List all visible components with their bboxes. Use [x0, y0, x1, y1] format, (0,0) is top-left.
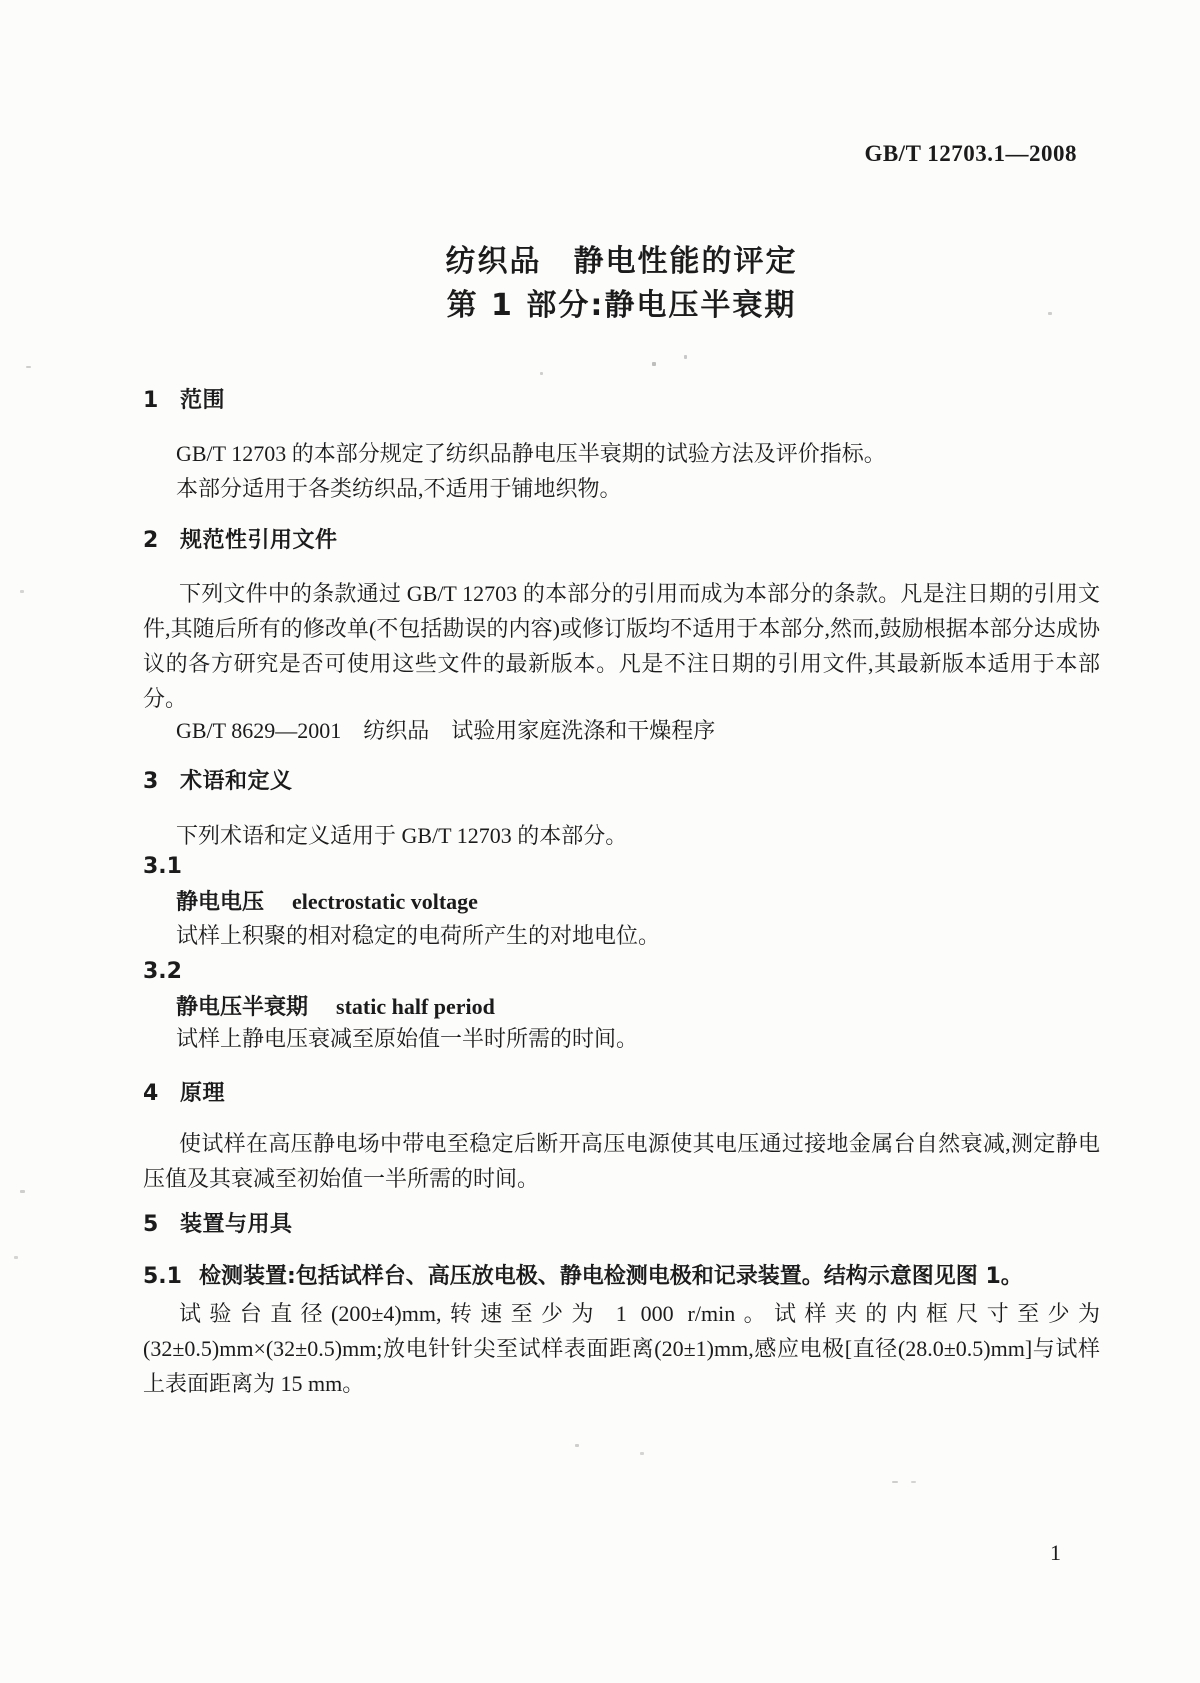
term-3-1 — [143, 886, 1100, 919]
section-1-paragraph-1: GB/T 12703 的本部分规定了纺织品静电压半衰期的试验方法及评价指标。 — [176, 441, 886, 466]
section-3-intro: 下列术语和定义适用于 GB/T 12703 的本部分。 — [176, 823, 628, 848]
title-line-2: 第 1 部分:静电压半衰期 — [446, 288, 797, 323]
term-3-1-en: electrostatic voltage — [292, 889, 478, 914]
term-3-2-en: static half period — [336, 994, 495, 1019]
section-5-paragraph: 试验台直径(200±4)mm,转速至少为 1 000 r/min。试样夹的内框尺寸至少为(32±0.5)mm×(32±0.5)mm;放电针针尖至试样表面距离(20±1)mm,感应电极[直径(28.0±0.5)mm]与试样上表面距离为 15 mm。 — [143, 1301, 1100, 1396]
term-3-2-number: 3.2 — [143, 959, 182, 984]
document-title — [143, 240, 1100, 328]
section-2-heading — [143, 526, 1100, 556]
clause-5-1-text: 检测装置:包括试样台、高压放电极、静电检测电极和记录装置。结构示意图见图 1。 — [199, 1264, 1023, 1289]
section-2-paragraph: 下列文件中的条款通过 GB/T 12703 的本部分的引用而成为本部分的条款。凡是注日期的引用文件,其随后所有的修改单(不包括勘误的内容)或修订版均不适用于本部分,然而,鼓励根据本部分达成协议的各方研究是否可使用这些文件的最新版本。凡是不注日期的引用文件,其最新版本适用于本部分。 — [143, 581, 1100, 711]
section-3-number: 3 — [143, 769, 159, 794]
clause-5-1-number: 5.1 — [143, 1264, 182, 1289]
term-3-2-definition: 试样上静电压衰减至原始值一半时所需的时间。 — [176, 1026, 639, 1051]
section-1-number: 1 — [143, 388, 159, 413]
term-3-2 — [143, 991, 1100, 1024]
section-4-number: 4 — [143, 1081, 159, 1106]
scan-artifact — [911, 1481, 916, 1483]
section-1-heading — [143, 386, 1100, 416]
scan-artifact — [20, 590, 24, 593]
scan-artifact — [1048, 312, 1052, 315]
scan-artifact — [640, 1452, 644, 1455]
scan-artifact — [575, 1444, 579, 1447]
section-3-title: 术语和定义 — [180, 769, 293, 794]
scan-artifact — [892, 1481, 898, 1483]
term-3-1-number: 3.1 — [143, 854, 182, 879]
normative-reference: GB/T 8629—2001 纺织品 试验用家庭洗涤和干燥程序 — [176, 718, 716, 743]
term-3-2-zh: 静电压半衰期 — [176, 995, 309, 1020]
scan-artifact — [26, 366, 31, 368]
term-3-1-zh: 静电电压 — [176, 890, 265, 915]
doc-code: GB/T 12703.1—2008 — [864, 141, 1077, 166]
scan-artifact — [20, 1190, 25, 1193]
section-1-paragraph-2: 本部分适用于各类纺织品,不适用于铺地织物。 — [176, 476, 622, 501]
section-5-title: 装置与用具 — [180, 1212, 293, 1237]
section-3-heading — [143, 767, 1100, 797]
scan-artifact — [540, 372, 543, 375]
section-5-heading — [143, 1210, 1100, 1240]
term-3-1-definition: 试样上积聚的相对稳定的电荷所产生的对地电位。 — [176, 923, 661, 948]
section-2-title: 规范性引用文件 — [180, 528, 338, 553]
scan-artifact — [14, 1256, 18, 1259]
section-1-title: 范围 — [180, 388, 226, 413]
section-4-heading — [143, 1079, 1100, 1109]
section-4-paragraph: 使试样在高压静电场中带电至稳定后断开高压电源使其电压通过接地金属台自然衰减,测定静电压值及其衰减至初始值一半所需的时间。 — [143, 1131, 1100, 1191]
clause-5-1 — [143, 1261, 1100, 1293]
section-2-number: 2 — [143, 528, 159, 553]
page-number: 1 — [1050, 1540, 1061, 1565]
title-line-1: 纺织品 静电性能的评定 — [445, 244, 798, 279]
scan-artifact — [684, 355, 687, 359]
section-5-number: 5 — [143, 1212, 159, 1237]
section-4-title: 原理 — [180, 1081, 226, 1106]
scan-artifact — [652, 362, 656, 366]
